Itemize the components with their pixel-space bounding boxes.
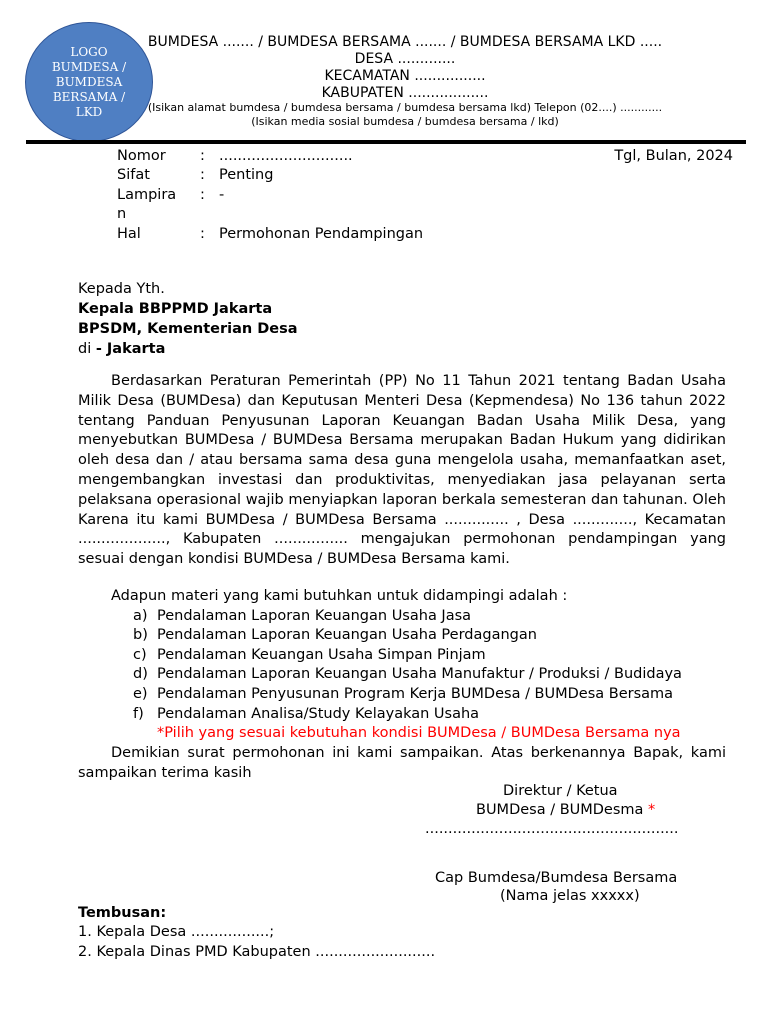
list-item-letter: a) (133, 608, 148, 624)
lampiran-label: Lampira (117, 187, 177, 203)
recipient-di: di (78, 341, 96, 357)
letterhead-line-4: KABUPATEN .................. (321, 85, 489, 101)
cc-item-2: 2. Kepala Dinas PMD Kabupaten .......................... (78, 944, 436, 960)
list-item-text: Pendalaman Laporan Keuangan Usaha Manufaktur / Produksi / Budidaya (157, 666, 682, 682)
sifat-label: Sifat (117, 167, 150, 183)
nomor-label: Nomor (117, 148, 166, 164)
signature-stamp: Cap Bumdesa/Bumdesa Bersama (435, 870, 678, 886)
letter-date: Tgl, Bulan, 2024 (614, 148, 733, 164)
signature-title-1: Direktur / Ketua (503, 783, 618, 799)
recipient-greeting: Kepada Yth. (78, 281, 165, 297)
nomor-value: ............................. (219, 148, 353, 164)
lampiran-label-wrap: n (117, 206, 127, 222)
recipient-place: - Jakarta (95, 341, 166, 357)
list-item-text: Pendalaman Analisa/Study Kelayakan Usaha (157, 706, 480, 722)
cc-item-1: 1. Kepala Desa .................; (78, 924, 275, 940)
list-item-letter: e) (133, 686, 148, 702)
list-item-text: Pendalaman Penyusunan Program Kerja BUMDesa / BUMDesa Bersama (157, 686, 674, 702)
signature-title-2 (476, 801, 655, 820)
recipient-line-2: BPSDM, Kementerian Desa (78, 321, 298, 337)
nomor-colon: : (200, 148, 205, 164)
list-item-letter: d) (133, 666, 148, 682)
hal-label: Hal (117, 226, 141, 242)
recipient-line-1: Kepala BBPPMD Jakarta (78, 301, 273, 317)
list-item-letter: f) (133, 706, 144, 722)
cc-heading: Tembusan: (78, 905, 167, 921)
closing-paragraph: Demikian surat permohonan ini kami sampaikan. Atas berkenannya Bapak, kami sampaikan terima kasih (78, 745, 726, 781)
recipient-location (78, 339, 165, 359)
sifat-colon: : (200, 167, 205, 183)
lampiran-colon: : (200, 187, 205, 203)
list-item-text: Pendalaman Laporan Keuangan Usaha Jasa (157, 608, 472, 624)
letterhead-address: (Isikan alamat bumdesa / bumdesa bersama / bumdesa bersama lkd) Telepon (02....) ............ (147, 101, 663, 114)
selection-note: *Pilih yang sesuai kebutuhan kondisi BUMDesa / BUMDesa Bersama nya (157, 725, 681, 741)
list-item-letter: c) (133, 647, 147, 663)
signature-line: ....................................................... (425, 821, 679, 837)
letterhead-line-2: DESA ............. (354, 51, 456, 67)
lampiran-value: - (219, 187, 225, 203)
letterhead-line-1: BUMDESA ....... / BUMDESA BERSAMA ....... / BUMDESA BERSAMA LKD ..... (147, 34, 663, 50)
body-paragraph-1: Berdasarkan Peraturan Pemerintah (PP) No 11 Tahun 2021 tentang Badan Usaha Milik Desa (BUMDesa) dan Keputusan Menteri Desa (Kepmendesa) No 136 tahun 2022 tentang Panduan Penyusunan Laporan Keuangan Badan Usaha Milik Desa, yang menyebutkan BUMDesa / BUMDesa Bersama merupakan Badan Hukum yang didirikan oleh desa dan / atau bersama sama desa guna mengelola usaha, memanfaatkan aset, mengembangkan investasi dan produktivitas, menyediakan jasa pelayanan serta pelaksana operasional wajib menyiapkan laporan berkala semesteran dan tahunan. Oleh Karena itu kami BUMDesa / BUMDesa Bersama .............. , Desa ............., Kecamatan ..................., Kabupaten ................ mengajukan permohonan pendampingan yang sesuai dengan kondisi BUMDesa / BUMDesa Bersama kami. (78, 373, 726, 568)
list-item-text: Pendalaman Keuangan Usaha Simpan Pinjam (157, 647, 486, 663)
list-intro: Adapun materi yang kami butuhkan untuk didampingi adalah : (111, 588, 568, 604)
sifat-value: Penting (219, 167, 274, 183)
letterhead-line-3: KECAMATAN ................ (324, 68, 486, 84)
signature-asterisk: * (648, 802, 656, 818)
letterhead-social: (Isikan media sosial bumdesa / bumdesa bersama / lkd) (251, 115, 559, 128)
hal-value: Permohonan Pendampingan (219, 226, 424, 242)
list-item-letter: b) (133, 627, 148, 643)
letterhead-divider (26, 140, 746, 144)
logo-text: LOGO BUMDESA / BUMDESA BERSAMA / LKD (51, 44, 127, 119)
hal-colon: : (200, 226, 205, 242)
signature-org: BUMDesa / BUMDesma (476, 802, 649, 818)
list-item-text: Pendalaman Laporan Keuangan Usaha Perdagangan (157, 627, 537, 643)
signature-name: (Nama jelas xxxxx) (500, 888, 640, 904)
